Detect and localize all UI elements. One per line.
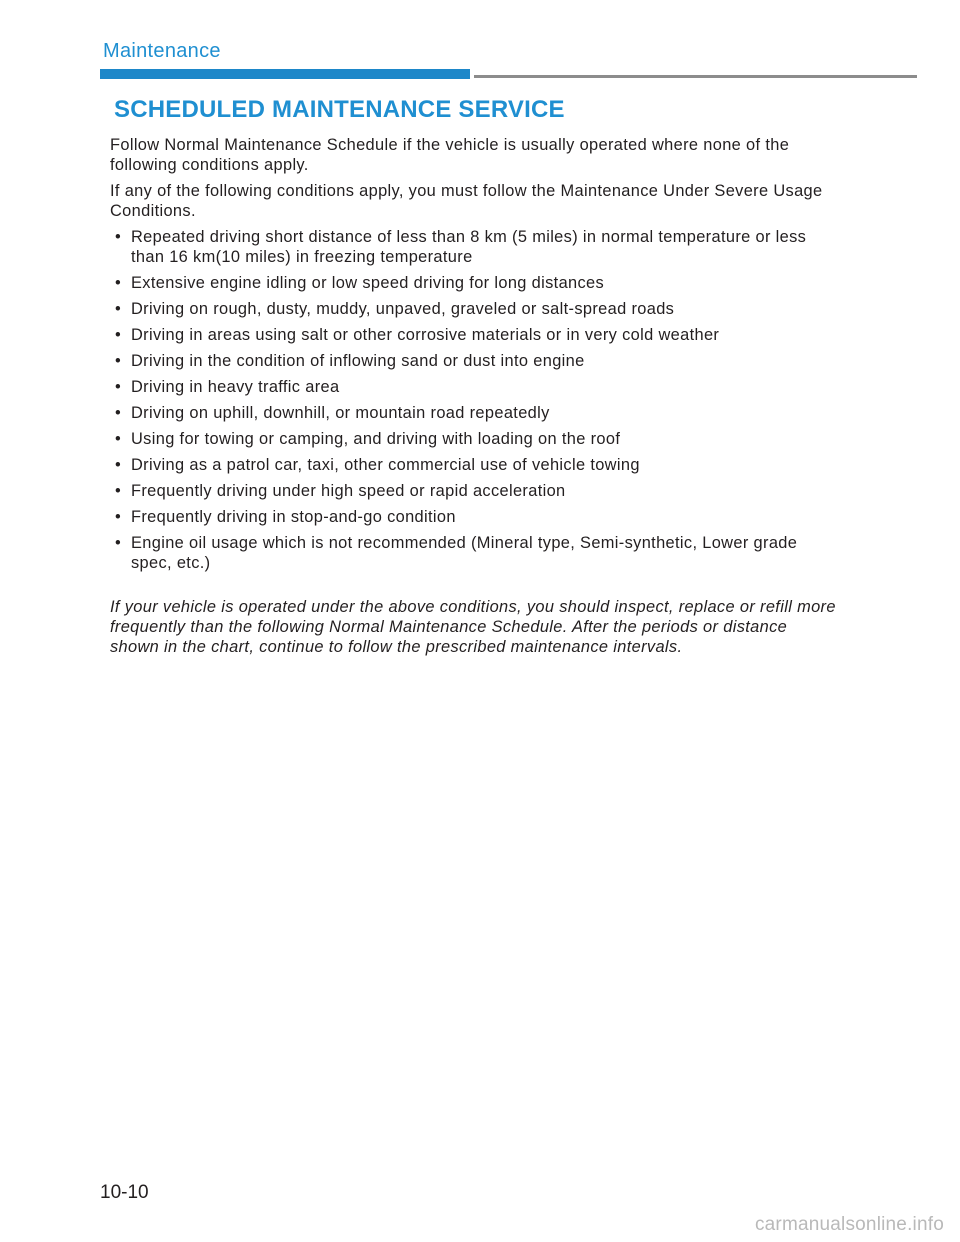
intro-paragraph: Follow Normal Maintenance Schedule if the vehicle is usually operated where none of the following conditions apply. [110,136,790,174]
list-item-text: Engine oil usage which is not recommended (Mineral type, Semi-synthetic, Lower grade spec, etc.) [131,534,798,572]
bullet-icon: • [115,300,122,318]
section-header: Maintenance [103,40,221,62]
list-item [110,299,840,319]
bullet-icon: • [115,228,122,246]
list-item-text: Driving in the condition of inflowing sand or dust into engine [131,352,585,370]
list-item [110,507,840,527]
page-title: SCHEDULED MAINTENANCE SERVICE [114,96,565,123]
list-item-text: Driving on uphill, downhill, or mountain road repeatedly [131,404,550,422]
list-item-text: Driving in areas using salt or other corrosive materials or in very cold weather [131,326,720,344]
page-number: 10-10 [100,1182,149,1203]
list-item-text: Driving in heavy traffic area [131,378,340,396]
list-item [110,227,840,267]
list-item [110,351,840,371]
severe-usage-note: If your vehicle is operated under the above conditions, you should inspect, replace or refill more frequently than the following Normal Maintenance Schedule. After the periods or distance shown in the chart, continue to follow the prescribed maintenance intervals. [110,598,836,656]
header-rule-accent [100,69,470,79]
severe-conditions-paragraph: If any of the following conditions apply, you must follow the Maintenance Under Severe Usage Conditions. [110,182,823,220]
list-item-text: Using for towing or camping, and driving with loading on the roof [131,430,621,448]
bullet-icon: • [115,404,122,422]
bullet-icon: • [115,378,122,396]
bullet-icon: • [115,456,122,474]
bullet-icon: • [115,508,122,526]
list-item-text: Frequently driving under high speed or rapid acceleration [131,482,566,500]
list-item-text: Driving as a patrol car, taxi, other commercial use of vehicle towing [131,456,640,474]
bullet-icon: • [115,482,122,500]
list-item [110,481,840,501]
bullet-icon: • [115,326,122,344]
list-item-text: Driving on rough, dusty, muddy, unpaved, graveled or salt-spread roads [131,300,675,318]
severe-conditions-list [110,227,840,573]
bullet-icon: • [115,352,122,370]
list-item [110,455,840,475]
list-item-text: Frequently driving in stop-and-go condition [131,508,456,526]
list-item [110,429,840,449]
list-item-text: Repeated driving short distance of less than 8 km (5 miles) in normal temperature or less than 16 km(10 miles) in freezing temperature [131,228,807,266]
list-item [110,325,840,345]
watermark: carmanualsonline.info [754,1214,944,1235]
list-item [110,403,840,423]
main-content [110,135,840,663]
bullet-icon: • [115,534,122,552]
bullet-icon: • [115,274,122,292]
list-item [110,273,840,293]
list-item [110,377,840,397]
bullet-icon: • [115,430,122,448]
list-item [110,533,840,573]
list-item-text: Extensive engine idling or low speed driving for long distances [131,274,605,292]
header-rule-gray [474,75,917,78]
